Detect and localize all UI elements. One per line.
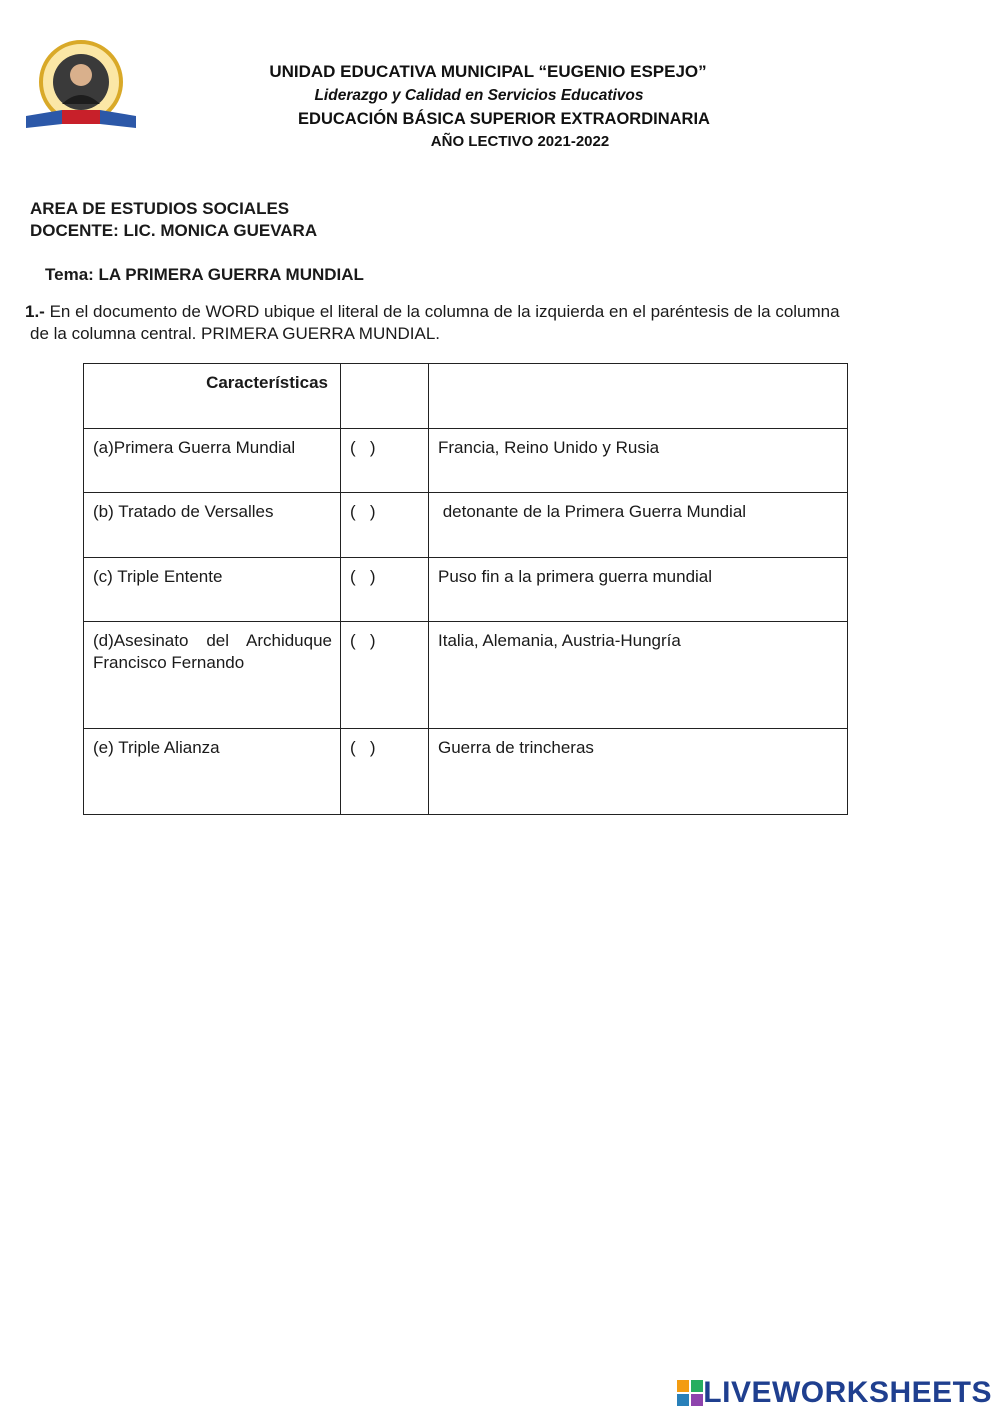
- instruction-number: 1.-: [25, 302, 45, 321]
- table-row: [84, 622, 848, 729]
- table-row: [84, 558, 848, 622]
- school-year: AÑO LECTIVO 2021-2022: [430, 133, 610, 150]
- instruction-line-2: de la columna central. PRIMERA GUERRA MUNDIAL.: [30, 324, 441, 343]
- brand-name: LIVEWORKSHEETS: [703, 1376, 992, 1409]
- right-item: detonante de la Primera Guerra Mundial: [429, 493, 848, 558]
- right-item: Italia, Alemania, Austria-Hungría: [429, 622, 848, 729]
- table-row: [84, 729, 848, 815]
- answer-parentheses[interactable]: ( ): [341, 729, 429, 815]
- instruction: [25, 301, 925, 345]
- matching-table: [83, 363, 848, 815]
- answer-parentheses[interactable]: ( ): [341, 558, 429, 622]
- table-row: [84, 493, 848, 558]
- instruction-line-1: En el documento de WORD ubique el literal de la columna de la izquierda en el paréntesis de la columna: [44, 302, 840, 321]
- answer-parentheses[interactable]: ( ): [341, 622, 429, 729]
- teacher-name: DOCENTE: LIC. MONICA GUEVARA: [30, 221, 318, 240]
- header-empty-mid: [341, 364, 429, 429]
- right-item: Puso fin a la primera guerra mundial: [429, 558, 848, 622]
- program-name: EDUCACIÓN BÁSICA SUPERIOR EXTRAORDINARIA: [298, 110, 710, 128]
- header-empty-right: [429, 364, 848, 429]
- answer-parentheses[interactable]: ( ): [341, 493, 429, 558]
- left-item: (e) Triple Alianza: [84, 729, 341, 815]
- topic: Tema: LA PRIMERA GUERRA MUNDIAL: [45, 265, 364, 284]
- left-item: (b) Tratado de Versalles: [84, 493, 341, 558]
- table-row: [84, 429, 848, 493]
- liveworksheets-brand[interactable]: [677, 1376, 992, 1410]
- table-header-row: [84, 364, 848, 429]
- liveworksheets-icon: [677, 1380, 703, 1406]
- right-item: Guerra de trincheras: [429, 729, 848, 815]
- motto: Liderazgo y Calidad en Servicios Educativos: [314, 87, 644, 104]
- right-item: Francia, Reino Unido y Rusia: [429, 429, 848, 493]
- header-cell: Características: [84, 364, 341, 429]
- subject-area: AREA DE ESTUDIOS SOCIALES: [30, 199, 290, 218]
- left-item: (c) Triple Entente: [84, 558, 341, 622]
- institution-name: UNIDAD EDUCATIVA MUNICIPAL “EUGENIO ESPEJO”: [269, 62, 707, 81]
- left-item: (d)Asesinato del Archiduque Francisco Fernando: [84, 622, 341, 729]
- left-item: (a)Primera Guerra Mundial: [84, 429, 341, 493]
- answer-parentheses[interactable]: ( ): [341, 429, 429, 493]
